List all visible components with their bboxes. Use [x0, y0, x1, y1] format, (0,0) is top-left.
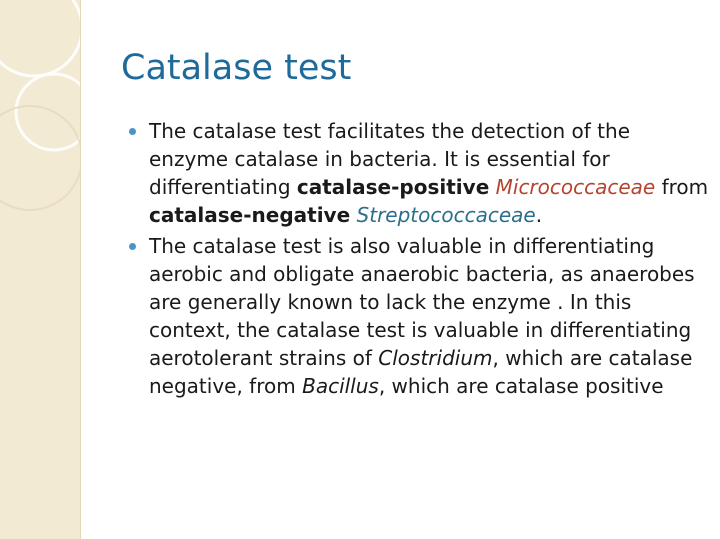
text-segment: , which are catalase positive: [378, 374, 664, 398]
text-segment: from: [655, 175, 709, 199]
decorative-rings-graphic: [0, 0, 80, 539]
text-segment-bold: catalase-positive: [296, 175, 490, 199]
bullet-dot-icon: [129, 128, 136, 135]
text-segment: , which are catalase negative, from: [149, 346, 693, 398]
text-segment: The catalase test is also valuable in differentiating aerobic and obligate anaerobic bacteria, as anaerobes are generally known to lack the enzyme . In this context, the catalase test is valuable in differentiating aerotolerant strains of: [149, 234, 695, 370]
bullet-item: [129, 117, 709, 229]
text-segment-italic: Bacillus: [302, 374, 379, 398]
text-segment: .: [535, 203, 543, 227]
text-segment-italic: Micrococcaceae: [495, 175, 656, 199]
slide-title: Catalase test: [121, 48, 352, 88]
bullet-text: [149, 119, 708, 227]
text-segment-italic: Streptococcaceae: [356, 203, 536, 227]
text-segment-italic: Clostridium: [378, 346, 493, 370]
text-segment-bold: catalase-negative: [149, 203, 351, 227]
bullet-text: [149, 234, 695, 398]
text-segment: The catalase test facilitates the detection of the enzyme catalase in bacteria. It is essential for differentiating: [149, 119, 630, 199]
decorative-side-band: [0, 0, 81, 539]
bullet-dot-icon: [129, 243, 136, 250]
bullet-list: [129, 117, 709, 400]
bullet-item: [129, 232, 709, 400]
